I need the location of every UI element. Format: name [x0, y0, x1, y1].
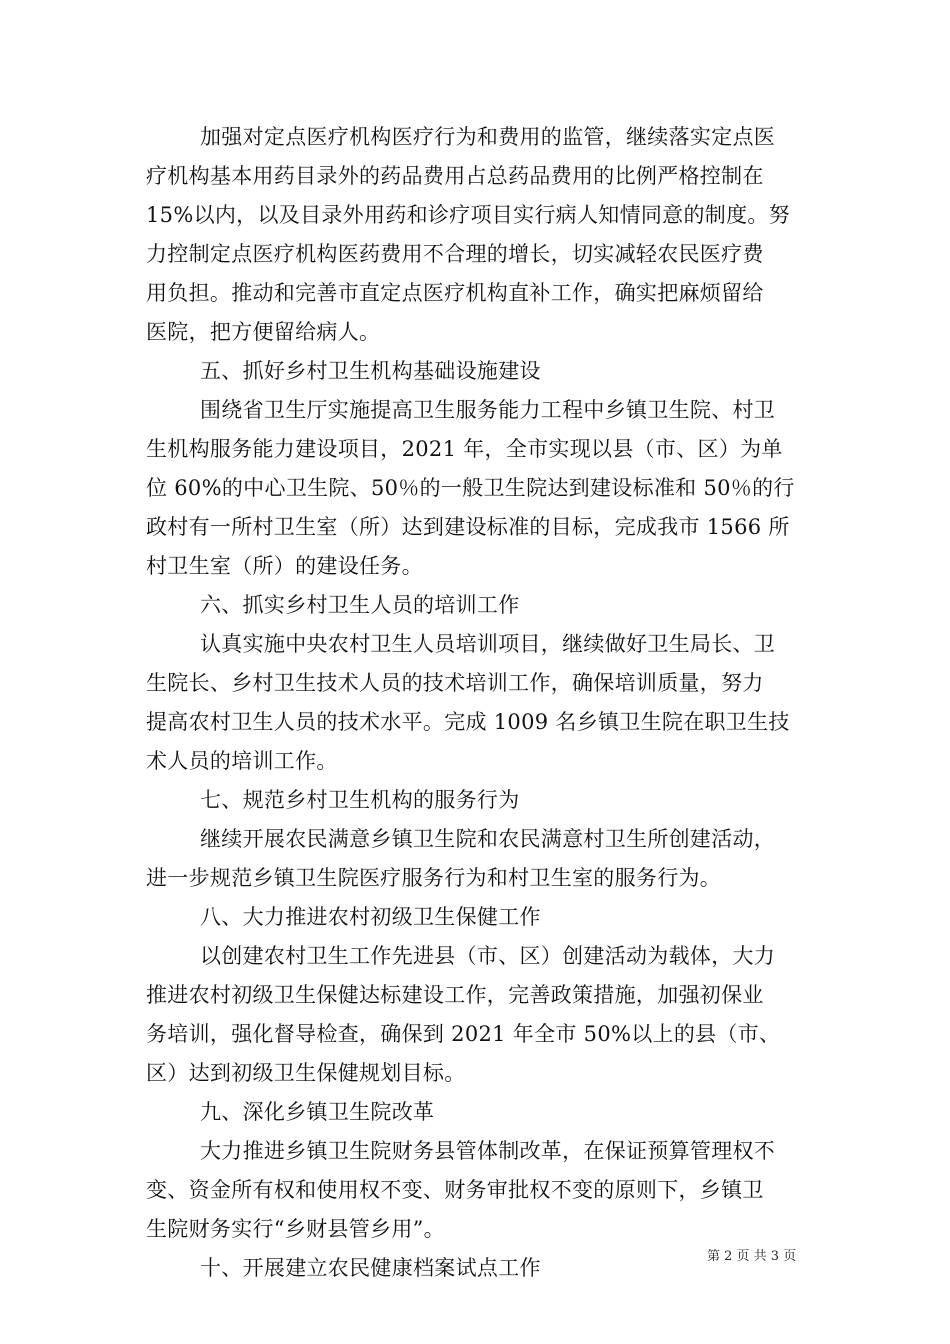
text-line: 认真实施中央农村卫生人员培训项目，继续做好卫生局长、卫 — [200, 632, 776, 656]
text-line: 务培训，强化督导检查，确保到 2021 年全市 50%以上的县（市、 — [146, 1022, 781, 1046]
text-line: 用负担。推动和完善市直定点医疗机构直补工作，确实把麻烦留给 — [146, 281, 764, 305]
text-line: 以创建农村卫生工作先进县（市、区）创建活动为载体，大力 — [200, 944, 776, 968]
text-line: 加强对定点医疗机构医疗行为和费用的监管，继续落实定点医 — [200, 125, 776, 149]
text-line: 政村有一所村卫生室（所）达到建设标准的目标，完成我市 1566 所 — [146, 515, 790, 539]
text-line: 九、深化乡镇卫生院改革 — [200, 1100, 435, 1124]
text-line: 五、抓好乡村卫生机构基础设施建设 — [200, 359, 541, 383]
text-line: 变、资金所有权和使用权不变、财务审批权不变的原则下，乡镇卫 — [146, 1178, 764, 1202]
text-line: 大力推进乡镇卫生院财务县管体制改革，在保证预算管理权不 — [200, 1139, 776, 1163]
text-line: 15%以内，以及目录外用药和诊疗项目实行病人知情同意的制度。努 — [146, 203, 790, 227]
text-line: 医院，把方便留给病人。 — [146, 320, 381, 344]
text-line: 继续开展农民满意乡镇卫生院和农民满意村卫生所创建活动， — [200, 827, 776, 851]
text-line: 术人员的培训工作。 — [146, 749, 338, 773]
page-footer: 第 2 页 共 3 页 — [707, 1249, 797, 1264]
text-line: 进一步规范乡镇卫生院医疗服务行为和村卫生室的服务行为。 — [146, 866, 722, 890]
text-line: 生院长、乡村卫生技术人员的技术培训工作，确保培训质量，努力 — [146, 671, 764, 695]
text-line: 生机构服务能力建设项目，2021 年，全市实现以县（市、区）为单 — [146, 437, 783, 461]
text-line: 力控制定点医疗机构医药费用不合理的增长，切实减轻农民医疗费 — [146, 242, 764, 266]
text-line: 提高农村卫生人员的技术水平。完成 1009 名乡镇卫生院在职卫生技 — [146, 710, 790, 734]
text-line: 疗机构基本用药目录外的药品费用占总药品费用的比例严格控制在 — [146, 164, 764, 188]
text-line: 八、大力推进农村初级卫生保健工作 — [200, 905, 541, 929]
text-line: 十、开展建立农民健康档案试点工作 — [200, 1256, 541, 1280]
text-line: 六、抓实乡村卫生人员的培训工作 — [200, 593, 520, 617]
text-line: 生院财务实行“乡财县管乡用”。 — [146, 1217, 445, 1241]
text-line: 七、规范乡村卫生机构的服务行为 — [200, 788, 520, 812]
document-body — [146, 118, 806, 1288]
text-line: 位 60%的中心卫生院、50％的一般卫生院达到建设标准和 50％的行 — [146, 476, 795, 500]
document-page — [146, 118, 806, 1288]
text-line: 区）达到初级卫生保健规划目标。 — [146, 1061, 466, 1085]
text-line: 推进农村初级卫生保健达标建设工作，完善政策措施，加强初保业 — [146, 983, 764, 1007]
text-line: 围绕省卫生厅实施提高卫生服务能力工程中乡镇卫生院、村卫 — [200, 398, 776, 422]
text-line: 村卫生室（所）的建设任务。 — [146, 554, 423, 578]
